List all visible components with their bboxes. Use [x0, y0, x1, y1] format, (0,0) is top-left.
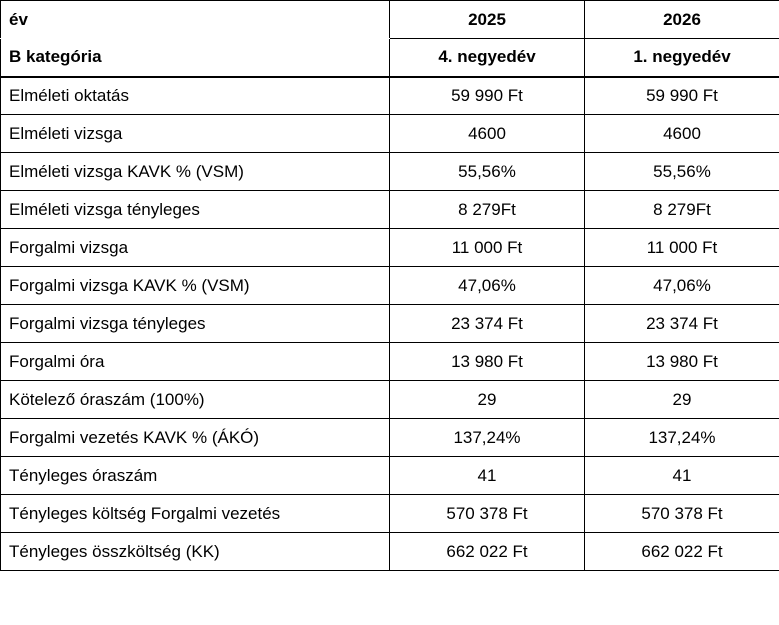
table-row	[1, 77, 779, 115]
row-label: Elméleti vizsga	[1, 115, 390, 153]
row-value-2025: 137,24%	[390, 419, 585, 457]
header-year-2025: 2025	[390, 1, 585, 39]
table-row	[1, 305, 779, 343]
row-value-2026: 4600	[585, 115, 779, 153]
row-value-2026: 8 279Ft	[585, 191, 779, 229]
row-value-2026: 41	[585, 457, 779, 495]
header-quarter-2026: 1. negyedév	[585, 39, 779, 77]
row-value-2025: 55,56%	[390, 153, 585, 191]
table-row	[1, 419, 779, 457]
row-label: Forgalmi vizsga KAVK % (VSM)	[1, 267, 390, 305]
row-value-2025: 11 000 Ft	[390, 229, 585, 267]
row-value-2025: 41	[390, 457, 585, 495]
table-row	[1, 153, 779, 191]
row-value-2026: 13 980 Ft	[585, 343, 779, 381]
row-value-2025: 570 378 Ft	[390, 495, 585, 533]
row-value-2026: 137,24%	[585, 419, 779, 457]
row-value-2026: 59 990 Ft	[585, 77, 779, 115]
table-row	[1, 381, 779, 419]
row-value-2026: 11 000 Ft	[585, 229, 779, 267]
row-value-2025: 8 279Ft	[390, 191, 585, 229]
table-row	[1, 457, 779, 495]
row-label: Tényleges óraszám	[1, 457, 390, 495]
row-label: Elméleti vizsga tényleges	[1, 191, 390, 229]
table-body	[1, 1, 779, 571]
table-row	[1, 533, 779, 571]
header-label-year: év	[1, 1, 390, 39]
row-value-2026: 29	[585, 381, 779, 419]
row-value-2025: 13 980 Ft	[390, 343, 585, 381]
row-value-2026: 23 374 Ft	[585, 305, 779, 343]
row-label: Tényleges költség Forgalmi vezetés	[1, 495, 390, 533]
row-value-2026: 47,06%	[585, 267, 779, 305]
table-header-row-year	[1, 1, 779, 39]
header-label-category: B kategória	[1, 39, 390, 77]
table-header-row-category	[1, 39, 779, 77]
table-row	[1, 267, 779, 305]
row-value-2025: 29	[390, 381, 585, 419]
table-row	[1, 115, 779, 153]
header-quarter-2025: 4. negyedév	[390, 39, 585, 77]
table-row	[1, 191, 779, 229]
table-row	[1, 343, 779, 381]
row-value-2026: 55,56%	[585, 153, 779, 191]
row-label: Forgalmi vizsga	[1, 229, 390, 267]
table-row	[1, 229, 779, 267]
row-value-2025: 662 022 Ft	[390, 533, 585, 571]
row-label: Elméleti oktatás	[1, 77, 390, 115]
row-value-2025: 47,06%	[390, 267, 585, 305]
row-value-2025: 23 374 Ft	[390, 305, 585, 343]
row-label: Elméleti vizsga KAVK % (VSM)	[1, 153, 390, 191]
row-value-2025: 59 990 Ft	[390, 77, 585, 115]
row-label: Forgalmi óra	[1, 343, 390, 381]
header-year-2026: 2026	[585, 1, 779, 39]
row-label: Forgalmi vizsga tényleges	[1, 305, 390, 343]
row-value-2025: 4600	[390, 115, 585, 153]
row-label: Forgalmi vezetés KAVK % (ÁKÓ)	[1, 419, 390, 457]
row-value-2026: 570 378 Ft	[585, 495, 779, 533]
row-value-2026: 662 022 Ft	[585, 533, 779, 571]
row-label: Tényleges összköltség (KK)	[1, 533, 390, 571]
row-label: Kötelező óraszám (100%)	[1, 381, 390, 419]
table-row	[1, 495, 779, 533]
